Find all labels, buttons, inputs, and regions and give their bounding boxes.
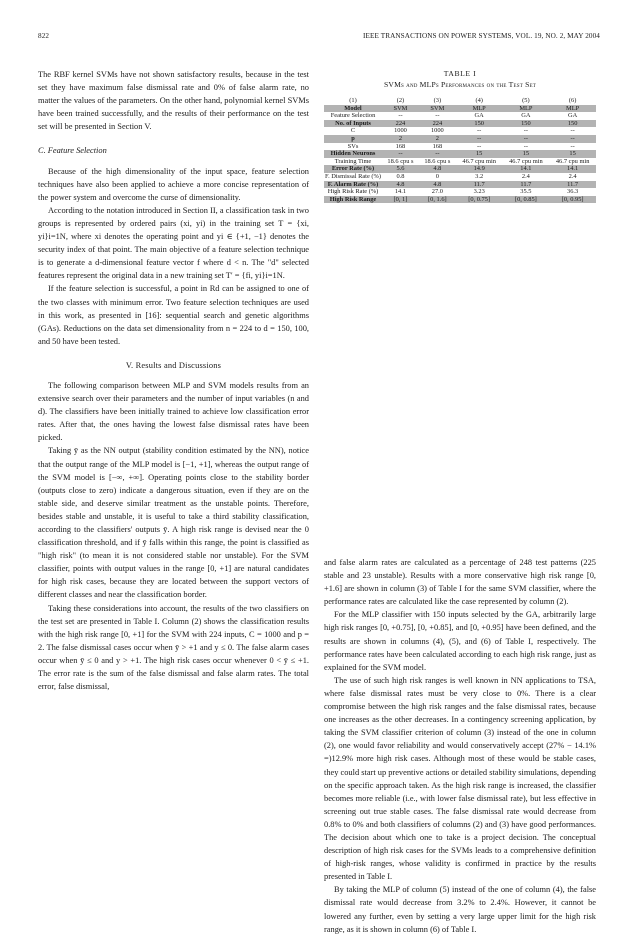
row-label: F. Alarm Rate (%) xyxy=(324,181,382,189)
row-label: Feature Selection xyxy=(324,112,382,120)
row-label: High Risk Range xyxy=(324,196,382,204)
left-column xyxy=(38,68,309,693)
table-number: TABLE I xyxy=(443,69,477,78)
table-cell: -- xyxy=(549,135,596,143)
right-paragraph-3: The use of such high risk ranges is well known in NN applications to TSA, where false dismissal rates must be very close to 0%. There is a clear compromise between the high risk ranges and the false dismissal rates, because one increases as the other decreases. In a contingency screening application, by taking the SVM classifier criterion of column (3) instead of the one in column (2), one would favor reliability and would conservatively accept (27% − 14.1% =)12.9% more high risk cases. Although most of these would be stable cases, they could start up preventive actions or detailed stability simulations, depending on the specific approach taken. As the high risk range is increased, the classifier becomes more reliable (i.e., with lower false dismissal rate), but less effective in screening out true stable cases. The false dismissal rate would decrease from 0.8% to 0% and both classifiers of columns (2) and (3) have good performances. The decision about which one to take is a project decision. The conceptual description of high risk cases for the SVMs leads to a comprehensive definition of high-risk ranges, whose validity is confirmed in practice by the results presented in Table I. xyxy=(324,675,596,882)
table-cell: 15 xyxy=(503,150,550,158)
right-paragraph-2: For the MLP classifier with 150 inputs selected by the GA, arbitrarily large high risk ranges [0, +0.75], [0, +0.85], and [0, +0.95] have been defined, and the results are shown in columns (4), (5), and (6) of Table I, respectively. The performance rates have been calculated according to each high risk range, just as explained for the SVM model. xyxy=(324,610,596,672)
table-cell: GA xyxy=(549,112,596,120)
table-cell: 4.8 xyxy=(419,181,456,189)
table-row xyxy=(324,120,596,128)
feature-selection-paragraph-1: Because of the high dimensionality of the input space, feature selection techniques have also been applied to achieve a more concise representation of the power system and overcome the curse of dimensionality. xyxy=(38,166,309,202)
table-cell: 46.7 cpu min xyxy=(456,158,503,166)
table-cell: [0, 1] xyxy=(382,196,419,204)
table-cell: -- xyxy=(456,135,503,143)
table-cell: [0, 0.95] xyxy=(549,196,596,204)
column-number: (2) xyxy=(382,97,419,105)
results-table xyxy=(324,97,596,203)
table-cell: -- xyxy=(503,143,550,151)
table-cell: 5.6 xyxy=(382,165,419,173)
right-paragraph-1: and false alarm rates are calculated as a percentage of 248 test patterns (225 stable and 23 unstable). Results with a more conservative high risk range [0, +1.6] are shown in column (3) of Table I for the same SVM classifier, where the performance rates are calculated like the case represented by column (2). xyxy=(324,558,596,607)
table-header-row xyxy=(324,97,596,105)
table-cell: -- xyxy=(382,112,419,120)
running-header: IEEE TRANSACTIONS ON POWER SYSTEMS, VOL. 19, NO. 2, MAY 2004 xyxy=(362,32,600,40)
table-cell: SVM xyxy=(382,105,419,113)
table-cell: 14.1 xyxy=(549,165,596,173)
right-column xyxy=(324,556,596,936)
table-cell: 36.3 xyxy=(549,188,596,196)
row-label: No. of Inputs xyxy=(324,120,382,128)
table-cell: -- xyxy=(503,127,550,135)
table-cell: SVM xyxy=(419,105,456,113)
table-cell: 3.2 xyxy=(456,173,503,181)
table-cell: -- xyxy=(456,127,503,135)
row-label: High Risk Rate (%) xyxy=(324,188,382,196)
table-cell: -- xyxy=(456,143,503,151)
table-cell: 3.23 xyxy=(456,188,503,196)
table-cell: -- xyxy=(549,127,596,135)
table-cell: -- xyxy=(419,112,456,120)
table-cell: -- xyxy=(382,150,419,158)
table-row xyxy=(324,173,596,181)
table-cell: -- xyxy=(549,143,596,151)
table-cell: 11.7 xyxy=(549,181,596,189)
table-cell: 4.8 xyxy=(419,165,456,173)
table-cell: [0, 0.75] xyxy=(456,196,503,204)
table-cell: 14.1 xyxy=(382,188,419,196)
table-cell: 15 xyxy=(549,150,596,158)
table-row xyxy=(324,127,596,135)
table-cell: 168 xyxy=(419,143,456,151)
table-cell: 18.6 cpu s xyxy=(419,158,456,166)
table-row xyxy=(324,143,596,151)
table-cell: 15 xyxy=(456,150,503,158)
section-v-heading: V. Results and Discussions xyxy=(125,360,222,370)
table-cell: 14.1 xyxy=(503,165,550,173)
table-cell: 46.7 cpu min xyxy=(549,158,596,166)
table-row xyxy=(324,158,596,166)
table-cell: 150 xyxy=(456,120,503,128)
row-label: F. Dismissal Rate (%) xyxy=(325,172,381,180)
column-number: (6) xyxy=(549,97,596,105)
table-row xyxy=(324,150,596,158)
table-cell: 4.8 xyxy=(382,181,419,189)
table-cell: MLP xyxy=(549,105,596,113)
feature-selection-paragraph-3: If the feature selection is successful, a point in Rd can be assigned to one of the two classes with minimum error. Two feature selection techniques are used in this work, as presented in [16]: sequential search and genetic algorithms (GAs). Reductions on the data set dimensionality from n = 224 to d = 150, 100, and 50 have been tested. xyxy=(38,284,309,346)
table-cell: 224 xyxy=(382,120,419,128)
table-cell: 14.9 xyxy=(456,165,503,173)
table-cell: 2 xyxy=(382,135,419,143)
table-cell: [0, 0.85] xyxy=(503,196,550,204)
column-number: (3) xyxy=(419,97,456,105)
table-caption: SVMs and MLPs Performances on the Test Set xyxy=(384,80,536,89)
row-label: C xyxy=(324,127,382,135)
table-cell: MLP xyxy=(456,105,503,113)
row-label: Hidden Neurons xyxy=(324,150,382,158)
table-row xyxy=(324,135,596,143)
table-cell: MLP xyxy=(503,105,550,113)
row-label: SVs xyxy=(324,143,382,151)
table-row xyxy=(324,165,596,173)
table-cell: 2.4 xyxy=(549,173,596,181)
table-row xyxy=(324,112,596,120)
table-cell: 150 xyxy=(549,120,596,128)
column-number: (1) xyxy=(324,97,382,105)
row-label: Model xyxy=(324,105,382,113)
page-number: 822 xyxy=(38,32,50,40)
table-cell: 168 xyxy=(382,143,419,151)
table-cell: 0 xyxy=(419,173,456,181)
results-paragraph-3: Taking these considerations into account, the results of the two classifiers on the test set are presented in Table I. Column (2) shows the classification results with the high risk range [0, +1] for the SVM with 224 inputs, C = 1000 and p = 2. The false dismissal cases occur when ȳ > +1 and y ≤ 0. The false alarm cases occur when ȳ ≤ 0 and y > +1. The high risk cases occur whenever 0 < ȳ ≤ +1. The error rate is the sum of the false dismissal and false alarm rates. The total error, false dismissal, xyxy=(38,603,309,692)
table-cell: 11.7 xyxy=(456,181,503,189)
table-row xyxy=(324,181,596,189)
table-cell: 18.6 cpu s xyxy=(382,158,419,166)
row-label: p xyxy=(324,135,382,143)
table-cell: 1000 xyxy=(382,127,419,135)
table-cell: 2.4 xyxy=(503,173,550,181)
table-cell: 224 xyxy=(419,120,456,128)
table-cell: 27.0 xyxy=(419,188,456,196)
table-cell: 46.7 cpu min xyxy=(503,158,550,166)
table-cell: [0, 1.6] xyxy=(419,196,456,204)
table-cell: 150 xyxy=(503,120,550,128)
row-label: Training Time xyxy=(324,158,382,166)
right-paragraph-4: By taking the MLP of column (5) instead of the one of column (4), the false dismissal rate would decrease from 3.2% to 2.4%. However, it cannot be lowered any further, even by setting a very large upper limit for the high risk range, as it is shown in column (6) of Table I. xyxy=(324,885,596,934)
table-cell: 0.8 xyxy=(382,173,419,181)
table-cell: GA xyxy=(503,112,550,120)
table-row xyxy=(324,105,596,113)
section-c-heading: C. Feature Selection xyxy=(38,146,107,156)
intro-paragraph: The RBF kernel SVMs have not shown satisfactory results, because in the test set they have maximum false dismissal rate and 0% of false alarm rate, no matter the values of the parameters. On the other hand, polynomial kernel SVMs have been trained successfully, and the results of their performance on the test set will be presented in Section V. xyxy=(38,70,309,132)
results-paragraph-2: Taking ȳ as the NN output (stability condition estimated by the NN), notice that the output range of the MLP model is [−1, +1], whereas the output range of the SVM model is [−∞, +∞]. Operating points close to the stability border (outputs close to zero) indicate a dangerous situation, even if they are on the stable side, and deserve similar treatment as the unstable points. Therefore, besides stable and unstable, it is useful to take a third stability classification, according to the classifiers' outputs ȳ. A high risk range is devised near the 0 classification threshold, and if ȳ falls within this range, the point is classified as "high risk" (to mean it is not considered stable nor unstable). For the SVM classifier, points with output values in the range [0, +1] are natural candidates for high risk cases, because they are located between the support vectors of different classes and near the classification border. xyxy=(38,446,309,600)
table-cell: GA xyxy=(456,112,503,120)
table-row xyxy=(324,196,596,204)
row-label: Error Rate (%) xyxy=(324,165,382,173)
table-cell: 1000 xyxy=(419,127,456,135)
results-paragraph-1: The following comparison between MLP and SVM models results from an extensive search over their parameters and the number of input variables (n and d). The classifiers have been initially trained to achieve low classification error rates. After that, the ones having the lowest false dismissal rates have been picked. xyxy=(38,380,309,443)
table-cell: -- xyxy=(419,150,456,158)
table-cell: -- xyxy=(503,135,550,143)
column-number: (4) xyxy=(456,97,503,105)
table-cell: 2 xyxy=(419,135,456,143)
column-number: (5) xyxy=(503,97,550,105)
table-cell: 11.7 xyxy=(503,181,550,189)
table-row xyxy=(324,188,596,196)
feature-selection-paragraph-2: According to the notation introduced in Section II, a classification task in two groups is represented by ordered pairs (xi, yi) in the training set T = {xi, yi}i=1N, where xi denotes the operating point and yi ∈ {+1, −1} denotes the security index of that point. The main objective of a feature selection technique is to generate a d-dimensional feature vector f where d < n. The "d" selected features represent the original data in a new training set T′ = {fi, yi}i=1N. xyxy=(38,205,309,281)
table-cell: 35.5 xyxy=(503,188,550,196)
